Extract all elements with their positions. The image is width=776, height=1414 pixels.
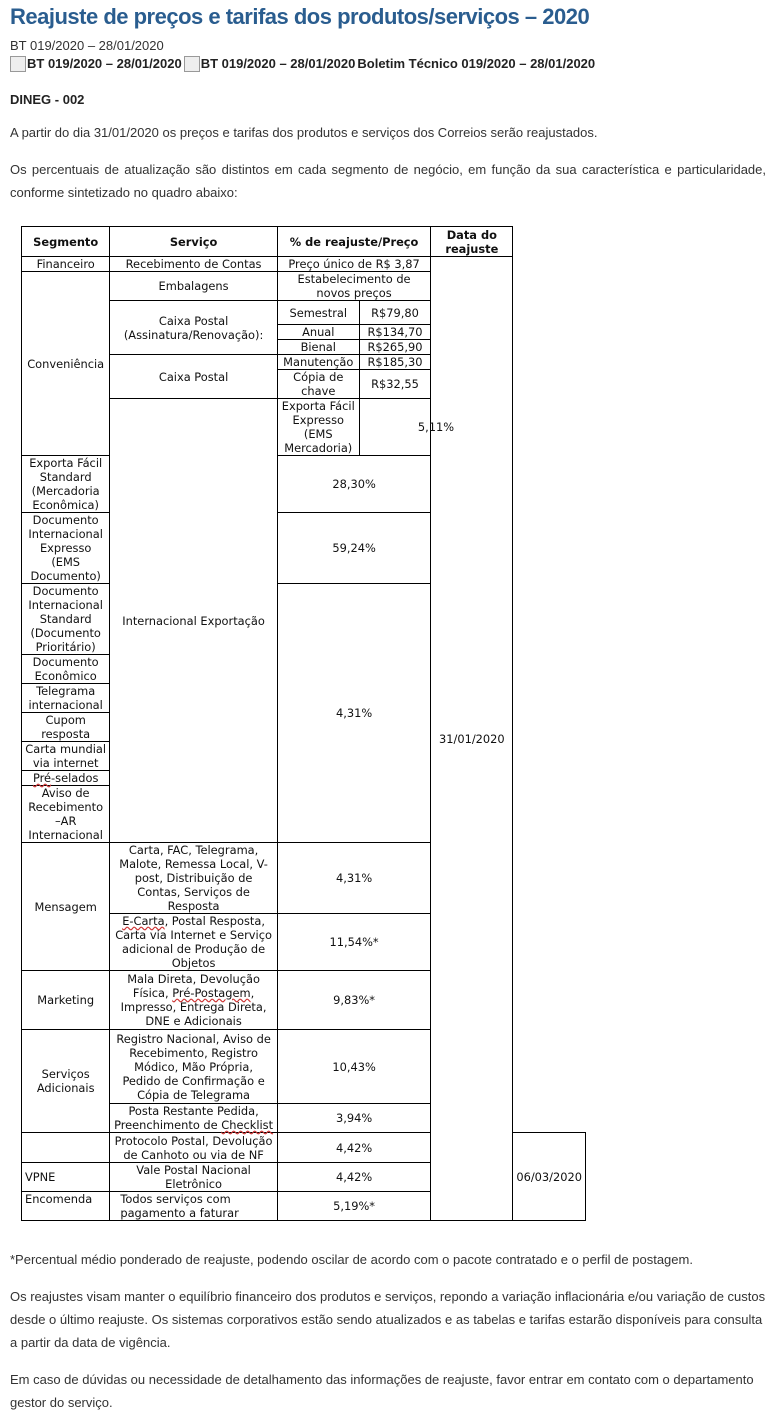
period-cell: Manutenção [277, 355, 359, 370]
page-title: Reajuste de preços e tarifas dos produtos/serviços – 2020 [10, 4, 590, 29]
spellcheck-word: E-Carta [122, 914, 165, 928]
segment-cell: VPNE [22, 1163, 110, 1192]
segment-cell [22, 1133, 110, 1163]
service-text: Mala Direta, Devolução Física, [127, 972, 260, 1000]
spellcheck-word: Pré [32, 771, 52, 785]
service-text: Posta Restante Pedida, Preenchimento de [114, 1104, 259, 1132]
price-cell: R$185,30 [359, 355, 431, 370]
value-cell: 4,42% [277, 1133, 431, 1163]
image-alt-text: BT 019/2020 – 28/01/2020 [27, 56, 182, 71]
price-cell: R$32,55 [359, 370, 431, 399]
service-cell: Aviso de Recebimento –AR Internacional [22, 786, 110, 843]
header-reajuste: % de reajuste/Preço [277, 227, 431, 257]
service-cell: Caixa Postal [110, 355, 277, 399]
service-cell: Telegrama internacional [22, 684, 110, 713]
dineg-code: DINEG - 002 [10, 92, 85, 107]
segment-cell: Marketing [22, 971, 110, 1030]
header-segmento: Segmento [22, 227, 110, 257]
value-cell: Estabelecimento de novos preços [277, 272, 431, 301]
service-cell [110, 971, 277, 1030]
date-cell: 31/01/2020 [431, 257, 513, 1221]
service-cell: Documento Econômico [22, 655, 110, 684]
value-cell: 4,42% [277, 1163, 431, 1192]
service-cell [22, 771, 110, 786]
service-text: , Impresso, Entrega Direta, DNE e Adicionais [120, 986, 267, 1028]
value-cell: 5,11% [359, 399, 513, 456]
service-cell [110, 914, 277, 971]
service-cell: Exporta Fácil Expresso (EMS Mercadoria) [277, 399, 359, 456]
service-text: , Postal Resposta, Carta via Internet e Serviço adicional de Produção de Objetos [115, 914, 272, 970]
service-cell: Caixa Postal (Assinatura/Renovação): [110, 301, 277, 355]
service-cell: Embalagens [110, 272, 277, 301]
price-cell: R$134,70 [359, 325, 431, 340]
segment-cell: Encomenda [22, 1192, 110, 1221]
segment-cell: Financeiro [22, 257, 110, 272]
service-cell: Recebimento de Contas [110, 257, 277, 272]
segment-cell: Internacional Exportação [110, 399, 277, 843]
value-cell: 4,31% [277, 843, 431, 914]
price-cell: R$265,90 [359, 340, 431, 355]
bulletin-header [10, 56, 766, 72]
price-cell: R$79,80 [359, 301, 431, 325]
spellcheck-word: Checklist [221, 1118, 274, 1132]
value-cell: 28,30% [277, 456, 431, 513]
image-alt-text: BT 019/2020 – 28/01/2020 [200, 56, 356, 71]
value-cell: 4,31% [277, 584, 431, 843]
service-cell: Carta mundial via internet [22, 742, 110, 771]
period-cell: Cópia de chave [277, 370, 359, 399]
value-cell: 10,43% [277, 1030, 431, 1104]
value-cell: Preço único de R$ 3,87 [277, 257, 431, 272]
service-cell: Vale Postal Nacional Eletrônico [110, 1163, 277, 1192]
period-cell: Bienal [277, 340, 359, 355]
date-cell: 06/03/2020 [513, 1133, 586, 1221]
service-cell: Documento Internacional Standard (Documento Prioritário) [22, 584, 110, 655]
value-cell: 11,54%* [277, 914, 431, 971]
service-cell: Cupom resposta [22, 713, 110, 742]
value-cell: 9,83%* [277, 971, 431, 1030]
contact-paragraph: Em caso de dúvidas ou necessidade de detalhamento das informações de reajuste, favor entrar em contato com o departamento gestor do serviço. [10, 1372, 754, 1410]
footnote: *Percentual médio ponderado de reajuste, podendo oscilar de acordo com o pacote contratado e o perfil de postagem. [10, 1252, 693, 1267]
service-cell: Todos serviços com pagamento a faturar [110, 1192, 277, 1221]
service-text: -selados [51, 771, 99, 785]
reajuste-paragraph: Os reajustes visam manter o equilíbrio financeiro dos produtos e serviços, repondo a variação inflacionária e/ou variação de custos desde o último reajuste. Os sistemas corporativos estão sendo atualizados e as tabelas e tarifas estarão disponíveis para consulta a partir da data de vigência. [10, 1289, 766, 1350]
bulletin-title: Boletim Técnico 019/2020 – 28/01/2020 [357, 56, 596, 71]
service-cell: Documento Internacional Expresso (EMS Documento) [22, 513, 110, 584]
value-cell: 59,24% [277, 513, 431, 584]
service-cell: Registro Nacional, Aviso de Recebimento, Registro Módico, Mão Própria, Pedido de Confirmação e Cópia de Telegrama [110, 1030, 277, 1104]
broken-image-icon [10, 56, 26, 72]
header-servico: Serviço [110, 227, 277, 257]
spellcheck-word: Pré-Postagem [172, 986, 251, 1000]
price-table-wrapper [21, 226, 766, 1221]
period-cell: Semestral [277, 301, 359, 325]
segment-cell: Serviços Adicionais [22, 1030, 110, 1133]
period-cell: Anual [277, 325, 359, 340]
bulletin-date: BT 019/2020 – 28/01/2020 [10, 38, 164, 53]
header-data: Data do reajuste [431, 227, 513, 257]
value-cell: 5,19%* [277, 1192, 431, 1221]
intro-paragraph: A partir do dia 31/01/2020 os preços e tarifas dos produtos e serviços dos Correios serão reajustados. [10, 125, 598, 140]
service-cell: Carta, FAC, Telegrama, Malote, Remessa Local, V-post, Distribuição de Contas, Serviços de Resposta [110, 843, 277, 914]
service-cell: Protocolo Postal, Devolução de Canhoto ou via de NF [110, 1133, 277, 1163]
segment-cell: Conveniência [22, 272, 110, 456]
price-table [21, 226, 586, 1221]
service-cell [110, 1104, 277, 1133]
service-cell: Exporta Fácil Standard (Mercadoria Econômica) [22, 456, 110, 513]
broken-image-icon [184, 56, 200, 72]
segments-paragraph: Os percentuais de atualização são distintos em cada segmento de negócio, em função da sua característica e particularidade, conforme sintetizado no quadro abaixo: [10, 162, 766, 200]
segment-cell: Mensagem [22, 843, 110, 971]
value-cell: 3,94% [277, 1104, 431, 1133]
